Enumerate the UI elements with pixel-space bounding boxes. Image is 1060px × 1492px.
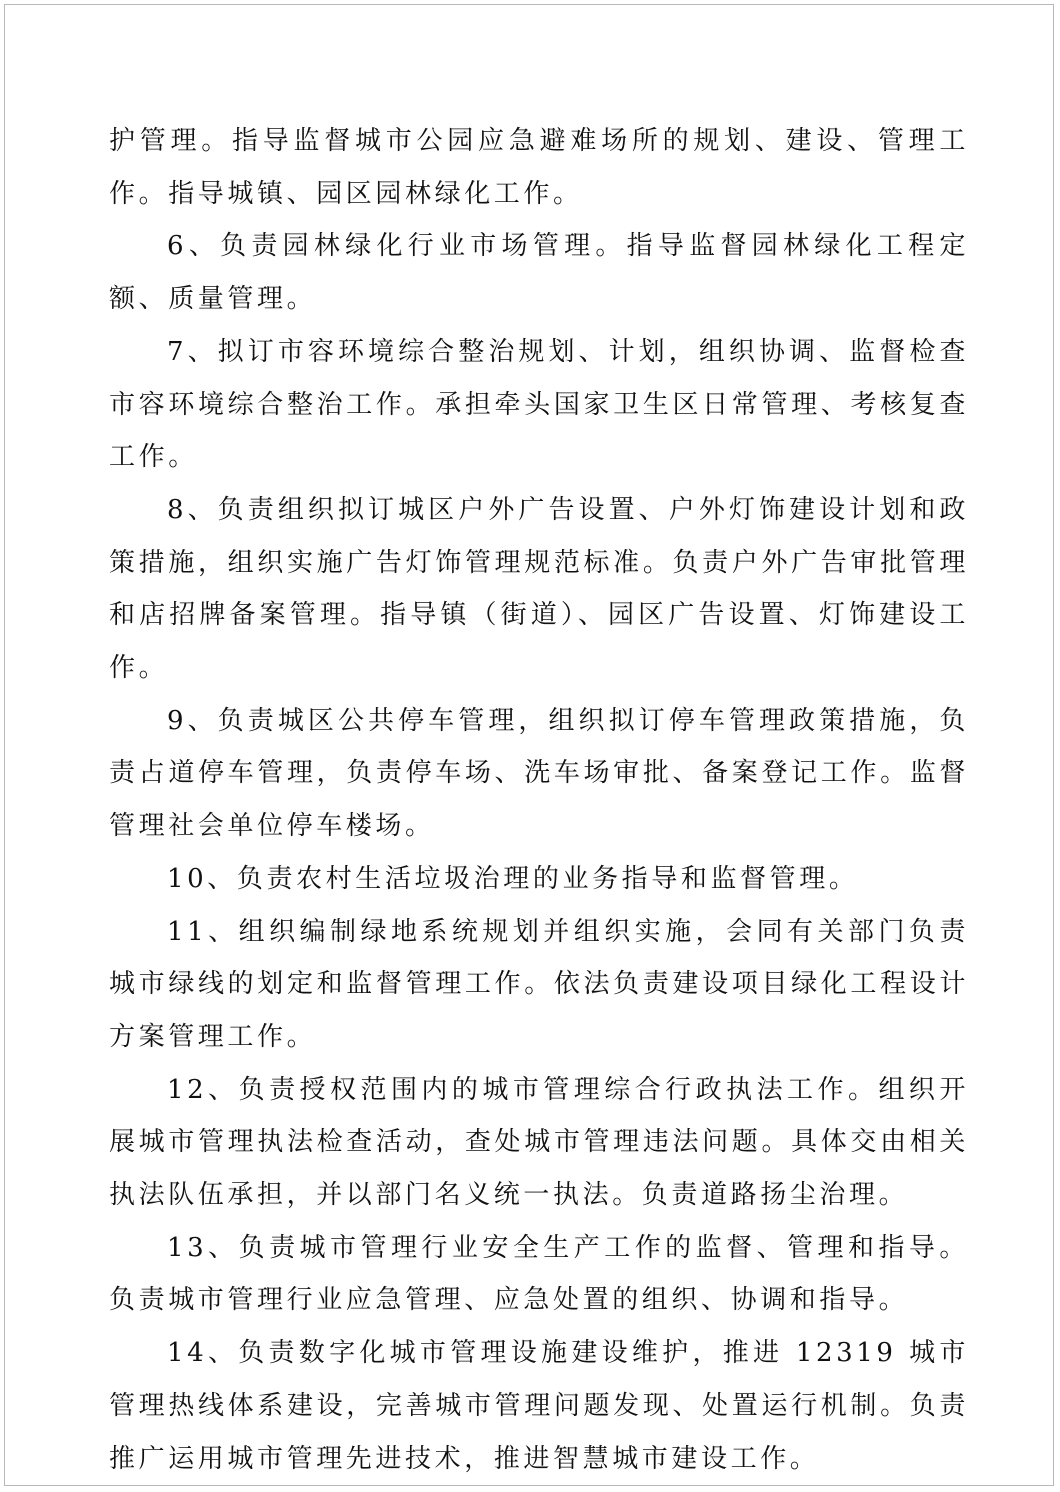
document-body	[109, 115, 969, 1485]
document-page	[4, 4, 1054, 1486]
paragraph-item-13: 13、负责城市管理行业安全生产工作的监督、管理和指导。负责城市管理行业应急管理、应急处置的组织、协调和指导。	[109, 1232, 969, 1316]
paragraph-item-11: 11、组织编制绿地系统规划并组织实施，会同有关部门负责城市绿线的划定和监督管理工作。依法负责建设项目绿化工程设计方案管理工作。	[109, 916, 969, 1052]
paragraph-item-9: 9、负责城区公共停车管理，组织拟订停车管理政策措施，负责占道停车管理，负责停车场、洗车场审批、备案登记工作。监督管理社会单位停车楼场。	[109, 705, 969, 842]
paragraph-item-12: 12、负责授权范围内的城市管理综合行政执法工作。组织开展城市管理执法检查活动，查处城市管理违法问题。具体交由相关执法队伍承担，并以部门名义统一执法。负责道路扬尘治理。	[109, 1074, 969, 1211]
paragraph-item-10: 10、负责农村生活垃圾治理的业务指导和监督管理。	[167, 863, 859, 894]
paragraph-item-14: 14、负责数字化城市管理设施建设维护，推进 12319 城市管理热线体系建设，完善城市管理问题发现、处置运行机制。负责推广运用城市管理先进技术，推进智慧城市建设工作。	[109, 1338, 969, 1474]
paragraph-item-6: 6、负责园林绿化行业市场管理。指导监督园林绿化工程定额、质量管理。	[109, 231, 969, 315]
paragraph-item-7: 7、拟订市容环境综合整治规划、计划，组织协调、监督检查市容环境综合整治工作。承担牵头国家卫生区日常管理、考核复查工作。	[109, 336, 969, 473]
paragraph-continuation: 护管理。指导监督城市公园应急避难场所的规划、建设、管理工作。指导城镇、园区园林绿化工作。	[109, 126, 969, 209]
paragraph-item-8: 8、负责组织拟订城区户外广告设置、户外灯饰建设计划和政策措施，组织实施广告灯饰管理规范标准。负责户外广告审批管理和店招牌备案管理。指导镇（街道）、园区广告设置、灯饰建设工作。	[109, 494, 969, 684]
